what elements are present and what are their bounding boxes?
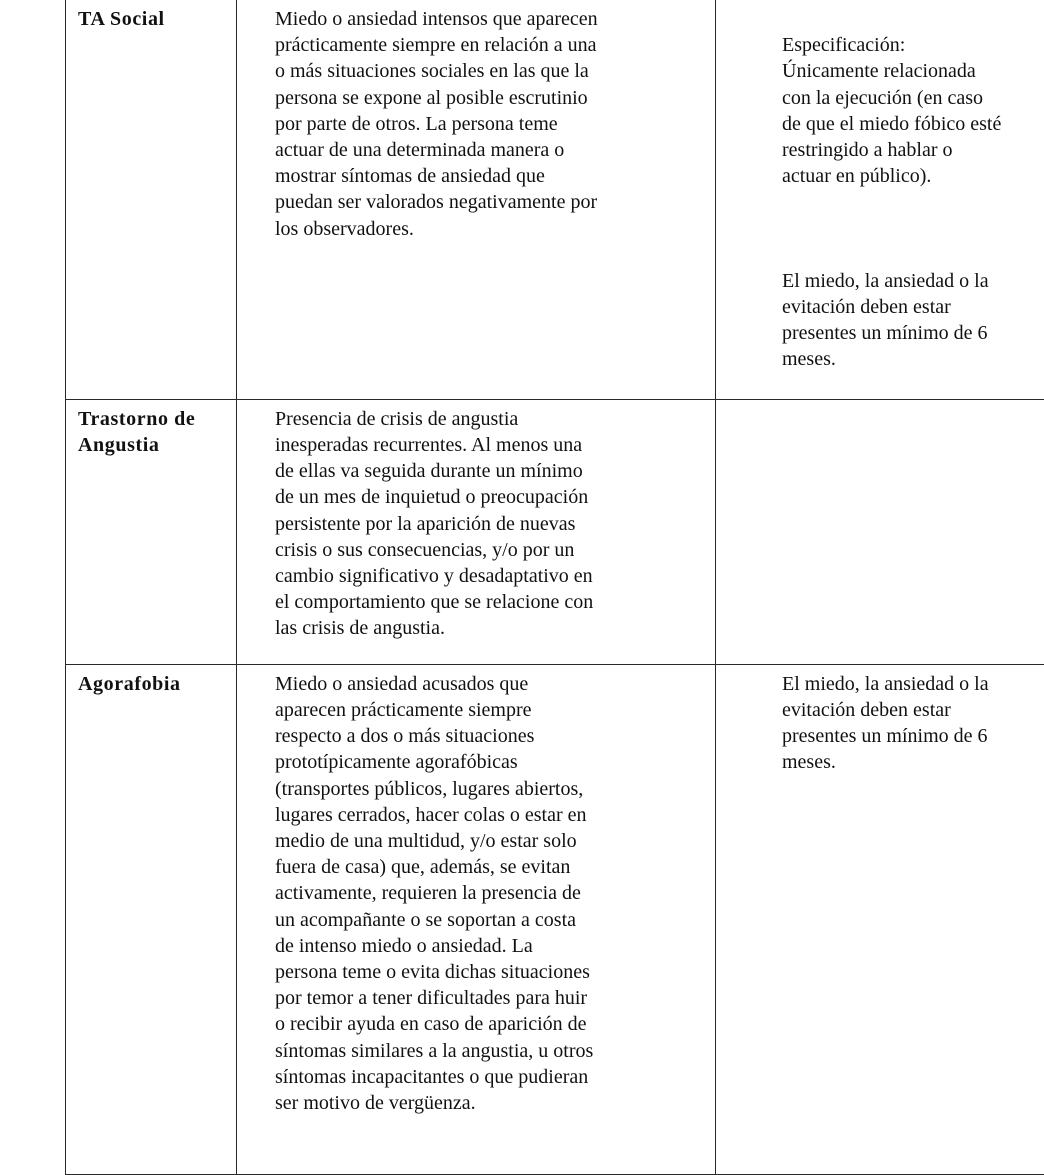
disorder-name-text: TA Social <box>78 8 165 30</box>
table-row-trastorno-angustia <box>66 399 1044 664</box>
notes-agorafobia: El miedo, la ansiedad o la evitación deben estar presentes un mínimo de 6 meses. <box>716 664 1044 1174</box>
diagnostic-criteria-table <box>65 0 1044 1175</box>
disorder-name-trastorno-angustia <box>66 399 237 664</box>
duration-note: El miedo, la ansiedad o la evitación deben estar presentes un mínimo de 6 meses. <box>782 268 1044 373</box>
criteria-description-agorafobia: Miedo o ansiedad acusados que aparecen prácticamente siempre respecto a dos o más situaciones prototípicamente agorafóbicas (transportes públicos, lugares abiertos, lugares cerrados, hacer colas o estar en medio de una multidud, y/o estar solo fuera de casa) que, además, se evitan activamente, requieren la presencia de un acompañante o se soportan a costa de intenso miedo o ansiedad. La persona teme o evita dichas situaciones por temor a tener dificultades para huir o recibir ayuda en caso de aparición de síntomas similares a la angustia, u otros síntomas incapacitantes o que pudieran ser motivo de vergüenza. <box>237 664 716 1174</box>
notes-trastorno-angustia <box>716 399 1044 664</box>
disorder-name-ta-social <box>66 0 237 399</box>
criteria-description-trastorno-angustia: Presencia de crisis de angustia inesperadas recurrentes. Al menos una de ellas va seguida durante un mínimo de un mes de inquietud o preocupación persistente por la aparición de nuevas crisis o sus consecuencias, y/o por un cambio significativo y desadaptativo en el comportamiento que se relacione con las crisis de angustia. <box>237 399 716 664</box>
disorder-name-agorafobia <box>66 664 237 1174</box>
table-row-agorafobia <box>66 664 1044 1174</box>
note-spacer <box>782 216 1044 242</box>
disorder-name-text: Trastorno de Angustia <box>78 408 195 456</box>
table-row-ta-social <box>66 0 1044 399</box>
specification-note: Especificación: Únicamente relacionada con la ejecución (en caso de que el miedo fóbico esté restringido a hablar o actuar en público). <box>782 32 1044 189</box>
criteria-description-ta-social: Miedo o ansiedad intensos que aparecen prácticamente siempre en relación a una o más situaciones sociales en las que la persona se expone al posible escrutinio por parte de otros. La persona teme actuar de una determinada manera o mostrar síntomas de ansiedad que puedan ser valorados negativamente por los observadores. <box>237 0 716 399</box>
disorder-name-text: Agorafobia <box>78 673 181 695</box>
notes-ta-social <box>716 0 1044 399</box>
